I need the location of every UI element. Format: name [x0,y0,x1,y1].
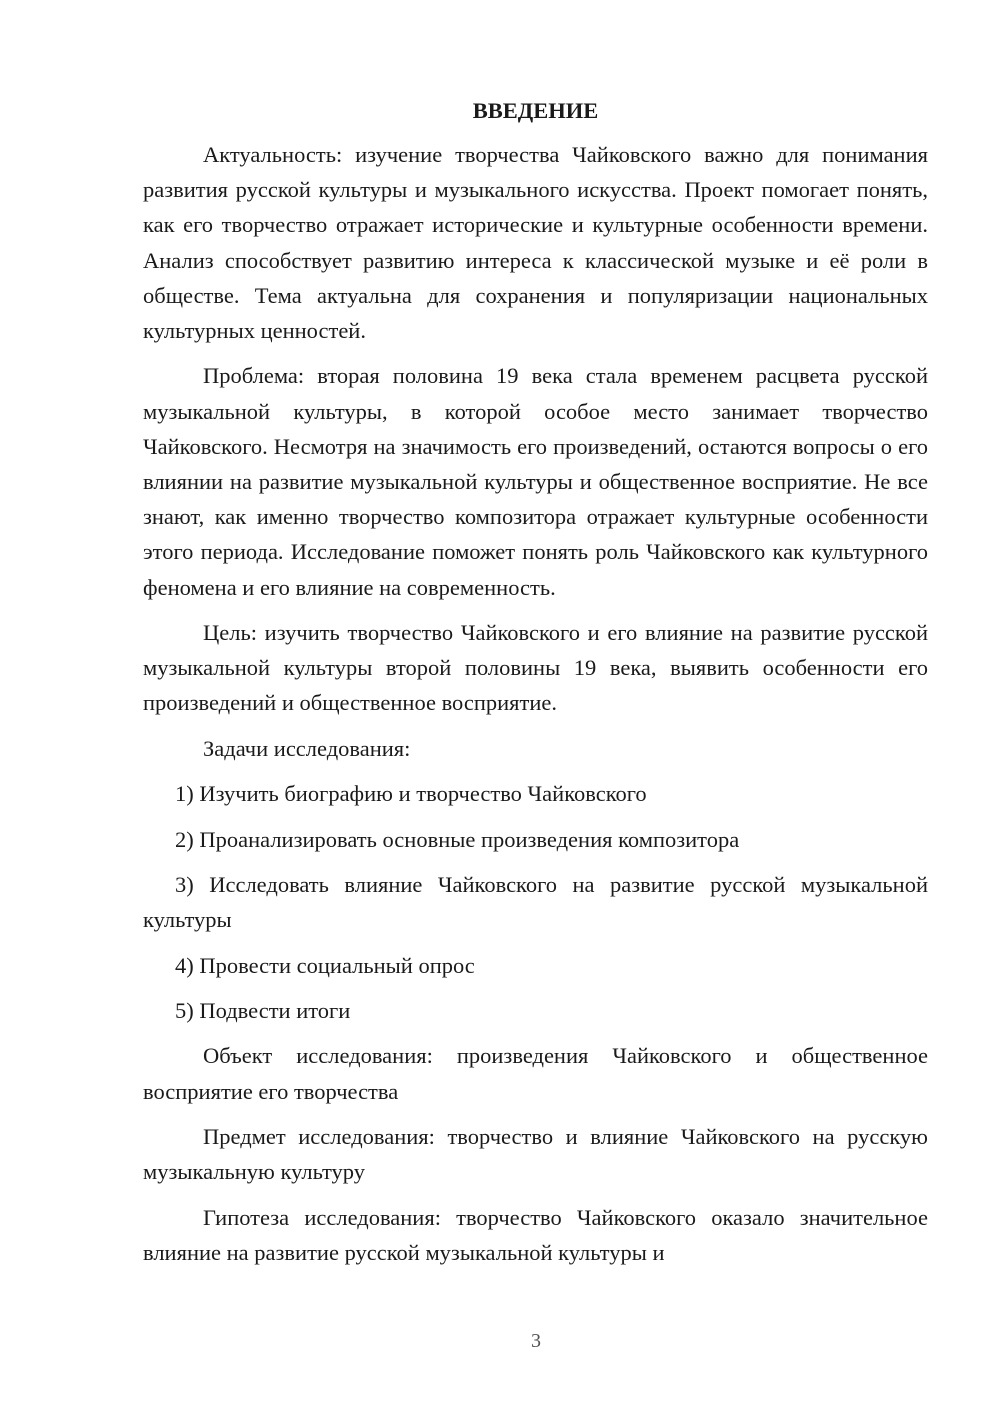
tasks-heading: Задачи исследования: [203,735,411,761]
paragraph-goal: Цель: изучить творчество Чайковского и его влияние на развитие русской музыкальной культуры второй половины 19 века, выявить особенности его произведений и общественное восприятие. [143,620,928,716]
task-item-5: 5) Подвести итоги [175,997,351,1023]
section-title: ВВЕДЕНИЕ [472,98,599,123]
paragraph-object: Объект исследования: произведения Чайковского и общественное восприятие его творчества [143,1043,928,1104]
paragraph-actuality: Актуальность: изучение творчества Чайковского важно для понимания развития русской культуры и музыкального искусства. Проект помогает понять, как его творчество отражает исторические и культурные особенности времени. Анализ способствует развитию интереса к классической музыке и её роли в обществе. Тема актуальна для сохранения и популяризации национальных культурных ценностей. [143,142,928,344]
paragraph-subject: Предмет исследования: творчество и влияние Чайковского на русскую музыкальную культуру [143,1123,928,1185]
paragraph-hypothesis: Гипотеза исследования: творчество Чайковского оказало значительное влияние на развитие русской музыкальной культуры и [143,1204,928,1265]
task-item-3: 3) Исследовать влияние Чайковского на развитие русской музыкальной культуры [143,871,928,933]
page-number: 3 [531,1330,541,1352]
task-item-4: 4) Провести социальный опрос [175,952,475,978]
document-page [143,95,928,1280]
paragraph-problem: Проблема: вторая половина 19 века стала временем расцвета русской музыкальной культуры, в которой особое место занимает творчество Чайковского. Несмотря на значимость его произведений, остаются вопросы о его влиянии на развитие музыкальной культуры и общественное восприятие. Не все знают, как именно творчество композитора отражает культурные особенности этого периода. Исследование поможет понять роль Чайковского как культурного феномена и его влияние на современность. [143,363,928,600]
task-item-1: 1) Изучить биографию и творчество Чайковского [175,781,647,807]
task-item-2: 2) Проанализировать основные произведения композитора [175,826,740,852]
